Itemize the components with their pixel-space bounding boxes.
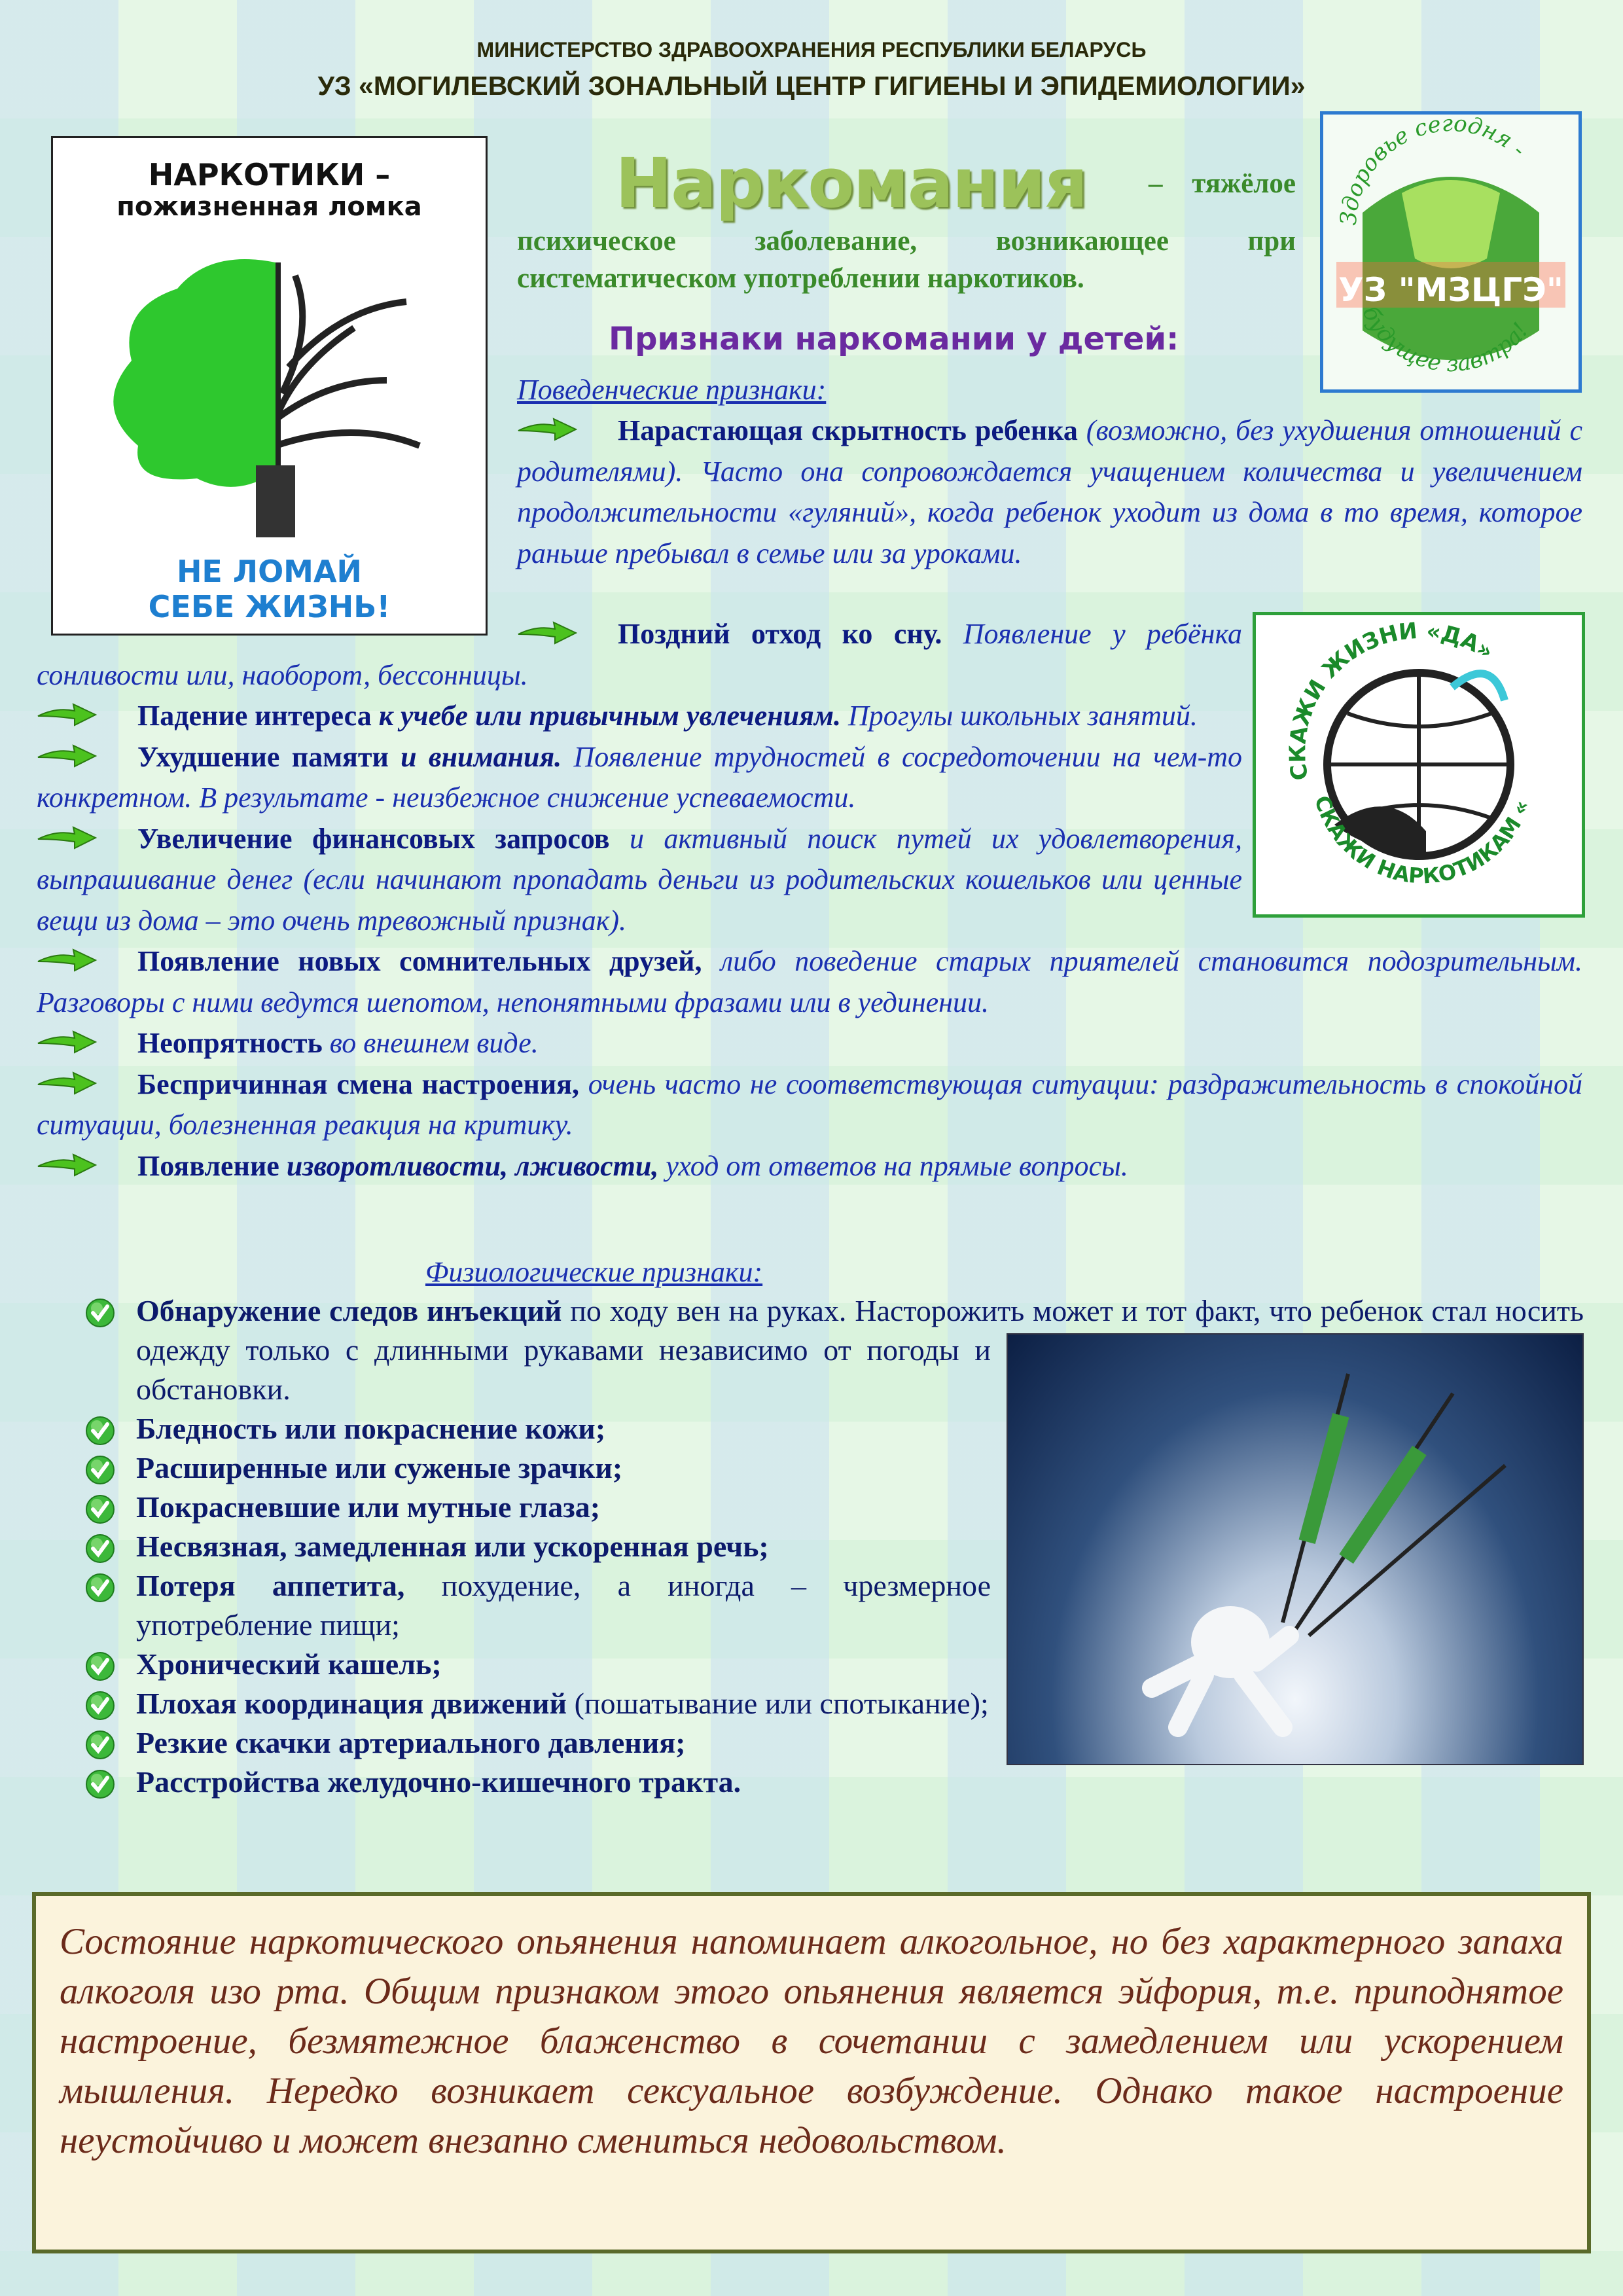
list-item: Появление новых сомнительных друзей, либо поведение старых приятелей становится подозрительным. Разговоры с ними ведутся шепотом, непонятными фразами или в уединении. (37, 945, 1582, 1018)
list-item: Плохая координация движений (пошатывание или спотыкание); (85, 1684, 1584, 1723)
green-check-icon (85, 1573, 115, 1603)
summary-text: Состояние наркотического опьянения напоминает алкогольное, но без характерного запаха алкоголя изо рта. Общим признаком этого опьянения является эйфория, т.е. приподнятое настроение, безмятежное блаженство в сочетании с замедлением или ускорением мышления. Нередко возникает сексуальное возбуждение. Однако такое настроение неустойчиво и может внезапно смениться недовольством. (60, 1921, 1563, 2161)
intro-word: заболевание, (755, 226, 918, 257)
list-item: Ухудшение памяти и внимания. Появление трудностей в сосредоточении на чем-то конкретном. В результате - неизбежное снижение успеваемости. (37, 740, 1243, 814)
list-item: Падение интереса к учебе или привычным увлечениям. Прогулы школьных занятий. (37, 696, 1582, 737)
list-item: Беспричинная смена настроения, очень часто не соответствующая ситуации: раздражительность в спокойной ситуации, болезненная реакция на критику. (37, 1067, 1582, 1141)
tree-illustration-icon (79, 249, 459, 537)
institution-header: УЗ «МОГИЛЕВСКИЙ ЗОНАЛЬНЫЙ ЦЕНТР ГИГИЕНЫ И ЭПИДЕМИОЛОГИИ» (317, 71, 1306, 101)
poster-slogan-1: НЕ ЛОМАЙ (176, 554, 363, 589)
list-item: Расстройства желудочно-кишечного тракта. (85, 1763, 1584, 1802)
green-check-icon (85, 1298, 115, 1328)
green-arrow-icon (37, 1152, 97, 1178)
list-item: Нарастающая скрытность ребенка (возможно, без ухудшения отношений с родителями). Часто она сопровождается учащением количества и увеличением продолжительности «гуляний», когда ребенок уходит из дома в то время, которое раньше пребывал в семье или за уроками. (517, 414, 1583, 569)
green-arrow-icon (37, 947, 97, 973)
green-arrow-icon (517, 416, 577, 442)
logo-arc-top: СКАЖИ ЖИЗНИ «ДА» (1285, 617, 1498, 783)
green-arrow-icon (37, 825, 97, 851)
green-check-icon (85, 1494, 115, 1524)
list-item: Хронический кашель; (85, 1645, 1584, 1684)
list-item: Появление изворотливости, лживости, уход от ответов на прямые вопросы. (37, 1146, 1582, 1187)
intro-word: тяжёлое (1192, 168, 1296, 199)
intro-dash: – (1149, 168, 1163, 199)
summary-box (32, 1892, 1591, 2253)
list-item: Расширенные или суженые зрачки; (85, 1448, 1584, 1488)
green-check-icon (85, 1455, 115, 1485)
logo-center-text: УЗ "МЗЦГЭ" (1338, 271, 1563, 309)
intro-definition (517, 144, 1296, 297)
list-item: Несвязная, замедленная или ускоренная речь; (85, 1527, 1584, 1566)
green-check-icon (85, 1691, 115, 1721)
green-check-icon (85, 1769, 115, 1799)
poster-top-text: НАРКОТИКИ – (148, 157, 391, 192)
green-arrow-icon (517, 620, 577, 646)
poster-subtitle: пожизненная ломка (116, 192, 422, 222)
poster-slogan-2: СЕБЕ ЖИЗНЬ! (148, 589, 391, 624)
behavioral-section-title: Поведенческие признаки: (517, 374, 827, 406)
green-check-icon (85, 1651, 115, 1681)
physiological-section-title: Физиологические признаки: (425, 1256, 763, 1288)
list-item: Поздний отход ко сну. Появление у ребёнка сонливости или, наоборот, бессонницы. (37, 618, 1242, 691)
intro-word: возникающее (995, 226, 1169, 257)
intro-word: психическое (517, 226, 676, 257)
green-arrow-icon (37, 1070, 97, 1096)
green-check-icon (85, 1730, 115, 1760)
ministry-header: МИНИСТЕРСТВО ЗДРАВООХРАНЕНИЯ РЕСПУБЛИКИ БЕЛАРУСЬ (476, 38, 1147, 62)
list-item: Покрасневшие или мутные глаза; (85, 1488, 1584, 1527)
green-arrow-icon (37, 702, 97, 728)
list-item: Потеря аппетита, похудение, а иногда – чрезмерное употребление пищи; (85, 1566, 1584, 1645)
mzcge-logo (1320, 111, 1582, 393)
green-arrow-icon (37, 743, 97, 769)
page-title: Наркомания (615, 143, 1087, 223)
logo-arc-bottom: будущее завтра! (1357, 302, 1534, 378)
intro-word: при (1247, 226, 1296, 257)
green-arrow-icon (37, 1029, 97, 1055)
list-item: Бледность или покраснение кожи; (85, 1409, 1584, 1448)
green-check-icon (85, 1416, 115, 1446)
list-item: Обнаружение следов инъекций по ходу вен на руках. Насторожить может и тот факт, что ребенок стал носить одежду только с длинными рукавами независимо от погоды и обстановки. (85, 1291, 1584, 1409)
logo-arc-top: Здоровье сегодня - (1335, 115, 1531, 226)
list-item: Резкие скачки артериального давления; (85, 1723, 1584, 1763)
intro-line: систематическом употреблении наркотиков. (517, 263, 1084, 294)
list-item: Неопрятность во внешнем виде. (37, 1023, 1582, 1064)
poster-image (51, 136, 488, 636)
section-heading: Признаки наркомании у детей: (609, 321, 1179, 357)
list-item: Увеличение финансовых запросов и активный поиск путей их удовлетворения, выпрашивание денег (если начинают пропадать деньги из родительских кошельков или ценные вещи из дома – это очень тревожный признак). (37, 822, 1242, 937)
logo-arc-bottom: СКАЖИ НАРКОТИКАМ « (1309, 792, 1535, 889)
green-check-icon (85, 1534, 115, 1564)
